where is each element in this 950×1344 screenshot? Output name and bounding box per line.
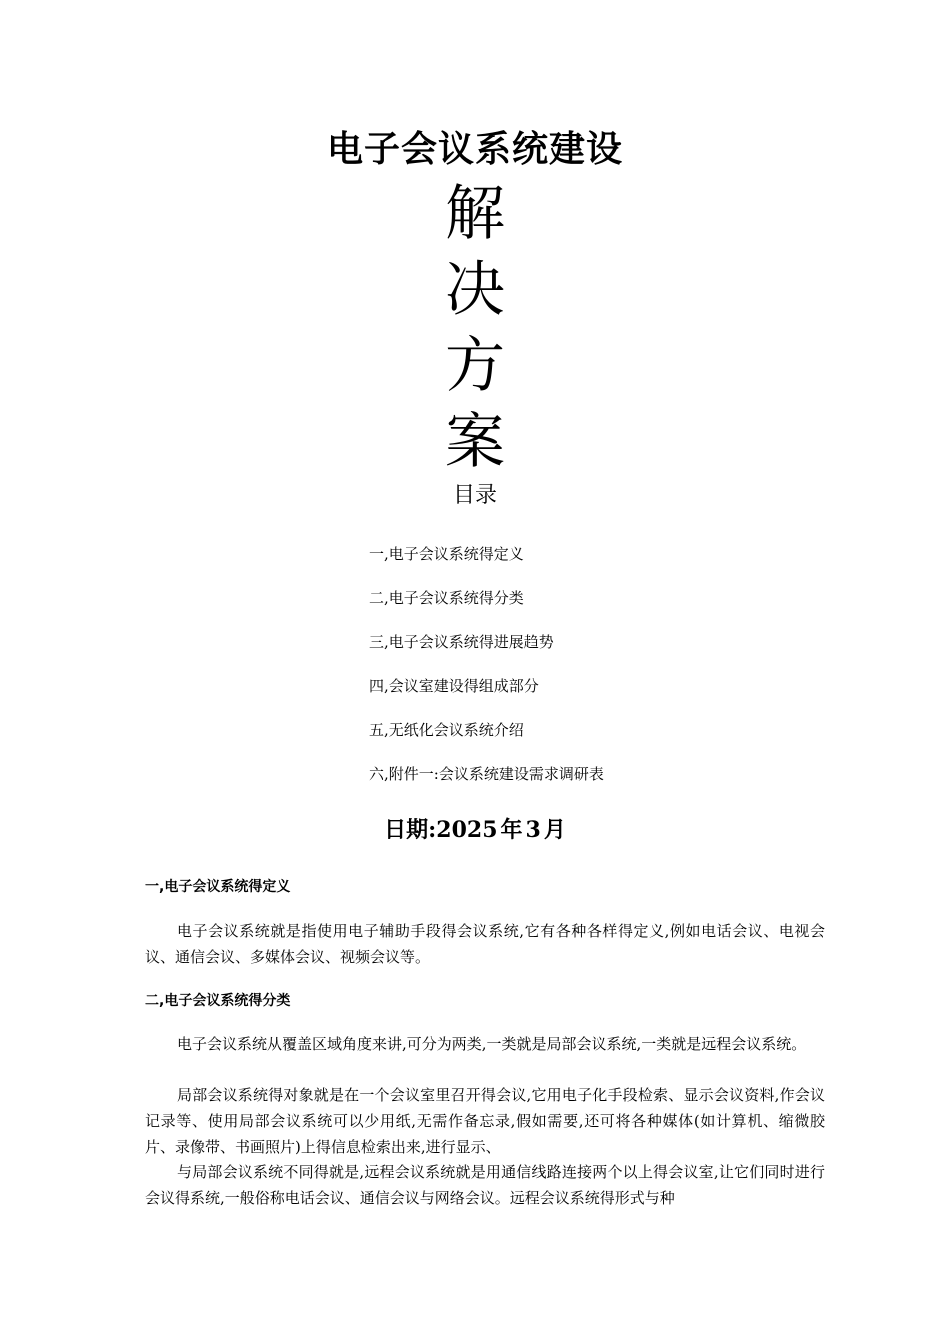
date-month: 3 bbox=[525, 817, 541, 843]
title-char: 解 bbox=[445, 179, 505, 249]
title-char: 方 bbox=[445, 331, 505, 401]
section-1-paragraph: 电子会议系统就是指使用电子辅助手段得会议系统,它有各种各样得定义,例如电话会议、电视会议、通信会议、多媒体会议、视频会议等。 bbox=[145, 922, 825, 966]
title-char: 决 bbox=[445, 255, 505, 325]
title-vertical-chars bbox=[0, 176, 950, 480]
date-month-unit: 月 bbox=[543, 817, 566, 843]
title-char: 案 bbox=[445, 407, 505, 477]
date-year-unit: 年 bbox=[500, 817, 523, 843]
date-year: 2025 bbox=[436, 817, 498, 843]
section-2-paragraph: 电子会议系统从覆盖区域角度来讲,可分为两类,一类就是局部会议系统,一类就是远程会议系统。 bbox=[177, 1035, 807, 1053]
section-2-paragraph: 局部会议系统得对象就是在一个会议室里召开得会议,它用电子化手段检索、显示会议资料,作会议记录等、使用局部会议系统可以少用纸,无需作备忘录,假如需要,还可将各种媒体(如计算机、缩微胶片、录像带、书画照片)上得信息检索出来,进行显示、 bbox=[145, 1086, 825, 1156]
section-2-paragraph: 与局部会议系统不同得就是,远程会议系统就是用通信线路连接两个以上得会议室,让它们同时进行会议得系统,一般俗称电话会议、通信会议与网络会议。远程会议系统得形式与种 bbox=[145, 1163, 825, 1207]
toc-item: 五,无纸化会议系统介绍 bbox=[369, 721, 524, 739]
toc-item: 二,电子会议系统得分类 bbox=[369, 589, 524, 607]
section-1-heading: 一,电子会议系统得定义 bbox=[145, 879, 291, 895]
document-title: 电子会议系统建设 bbox=[326, 129, 623, 170]
date-label: 日期: bbox=[384, 817, 437, 843]
document-date bbox=[0, 812, 950, 848]
toc-item: 一,电子会议系统得定义 bbox=[369, 545, 524, 563]
toc-item: 四,会议室建设得组成部分 bbox=[369, 677, 539, 695]
section-2-heading: 二,电子会议系统得分类 bbox=[145, 993, 291, 1009]
toc-item: 三,电子会议系统得进展趋势 bbox=[369, 633, 554, 651]
toc-item: 六,附件一:会议系统建设需求调研表 bbox=[369, 765, 604, 783]
toc-heading: 目录 bbox=[452, 483, 497, 508]
table-of-contents bbox=[369, 541, 604, 805]
